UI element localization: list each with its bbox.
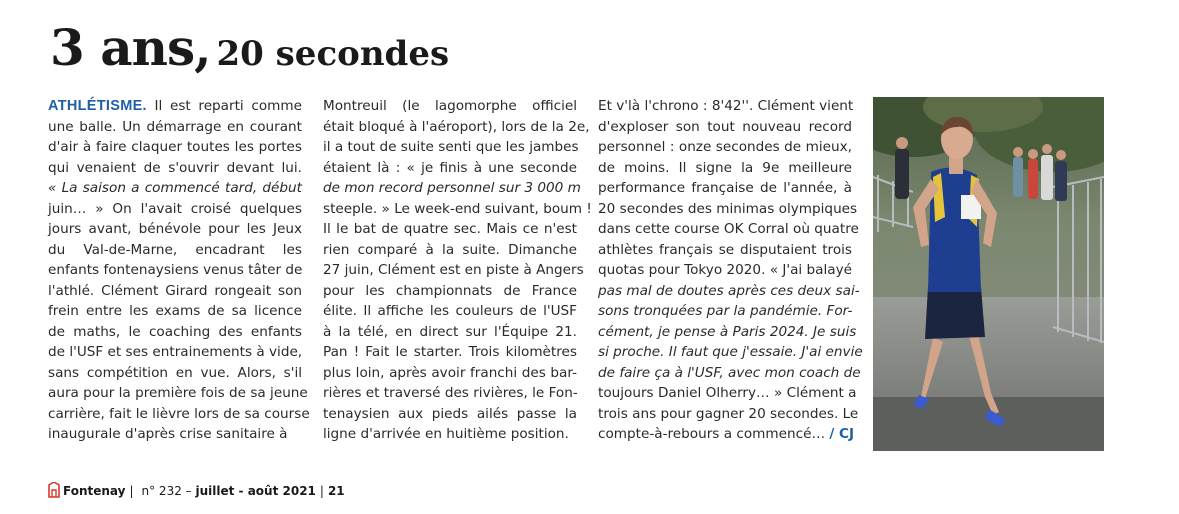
text-line: cément, je pense à Paris 2024. Je suis (598, 323, 857, 340)
magazine-name: Fontenay (63, 484, 126, 498)
text-line-body: compte-à-rebours a commencé… (598, 426, 830, 442)
text-line: Il le bat de quatre sec. Mais ce n'est (323, 221, 577, 237)
column-2 (323, 96, 592, 445)
text-line (48, 96, 302, 117)
text-line: jours avant, bénévole pour les Jeux (48, 221, 302, 237)
text-line: sons tronquées par la pandémie. For- (598, 303, 853, 319)
text-line: « La saison a commencé tard, début (48, 180, 302, 196)
text-line: rien comparé à la suite. Dimanche (323, 241, 577, 258)
footer-separator: | (319, 484, 324, 498)
text-line: carrière, fait le lièvre lors de sa course (48, 405, 310, 422)
text-line: l'athlé. Clément Girard rongeait son (48, 282, 302, 299)
text-line: sans compétition en vue. Alors, s'il (48, 364, 302, 381)
text-line: de maths, le coaching des enfants (48, 323, 302, 340)
text-line: de faire ça à l'USF, avec mon coach de (598, 364, 861, 381)
text-line: si proche. Il faut que j'essaie. J'ai envie (598, 344, 863, 360)
text-line: trois ans pour gagner 20 secondes. Le (598, 405, 859, 422)
text-line: inaugurale d'après crise sanitaire à (48, 426, 288, 442)
text-line: enfants fontenaysiens venus tâter de (48, 262, 303, 278)
text-line: pas mal de doutes après ces deux sai- (598, 282, 860, 299)
text-line: Pan ! Fait le starter. Trois kilomètres (323, 344, 577, 360)
issue-date: juillet - août 2021 (195, 484, 316, 498)
text-line: pour les championnats de France (323, 282, 577, 299)
text-line: ligne d'arrivée en huitième position. (323, 426, 569, 442)
text-line: 20 secondes des minimas olympiques (598, 200, 858, 217)
text-line: élite. Il affiche les couleurs de l'USF (323, 303, 577, 319)
footer-separator: | (129, 484, 134, 498)
text-line: Montreuil (le lagomorphe officiel (323, 98, 577, 114)
text-line: qui venaient de s'ouvrir devant lui. (48, 159, 302, 176)
text-line: à la télé, en direct sur l'Équipe 21. (323, 323, 577, 340)
text-line: quotas pour Tokyo 2020. « J'ai balayé (598, 262, 852, 278)
text-line: toujours Daniel Olherry… » Clément a (598, 385, 857, 401)
text-line: personnel : onze secondes de mieux, (598, 139, 852, 155)
text-line: de l'USF et ses entrainements à vide, (48, 344, 303, 360)
text-line: était bloqué à l'aéroport), lors de la 2e, (323, 118, 590, 135)
title-sub: 20 secondes (216, 34, 450, 74)
text-line: plus loin, après avoir franchi des bar- (323, 364, 577, 381)
text-line: frein entre les exams de sa licence (48, 303, 302, 319)
text-line: d'air à faire claquer toutes les portes (48, 139, 302, 155)
text-line: rières et traversé des rivières, le Fon- (323, 385, 578, 401)
fontenay-logo-icon (48, 482, 60, 501)
text-line: du Val-de-Marne, encadrant les (48, 241, 302, 258)
page-number: 21 (327, 484, 345, 498)
text-line (598, 424, 855, 445)
text-line: juin… » On l'avait croisé quelques (48, 200, 302, 217)
text-line: de moins. Il signe la 9e meilleure (598, 159, 852, 176)
issue-number: n° 232 – (141, 484, 192, 498)
text-line: étaient là : « je finis à une seconde (323, 159, 577, 176)
column-1 (48, 96, 310, 445)
text-line: aura pour la première fois de sa jeune (48, 385, 308, 401)
text-line: d'exploser son tout nouveau record (598, 118, 852, 135)
text-line: dans cette course OK Corral où quatre (598, 221, 859, 237)
text-line: tenaysien aux pieds ailés passe la (323, 405, 577, 422)
text-line: athlètes français se disputaient trois (598, 241, 852, 258)
author-signature: / CJ (829, 426, 855, 442)
column-3 (598, 96, 863, 445)
runner-photo-image (873, 97, 1104, 451)
text-line: une balle. Un démarrage en courant (48, 118, 302, 135)
title-main: 3 ans, (50, 18, 211, 77)
runner-photo (873, 97, 1104, 451)
section-kicker: ATHLÉTISME. (48, 98, 147, 114)
text-line: de mon record personnel sur 3 000 m (323, 180, 581, 196)
page-footer (48, 482, 345, 501)
text-line: steeple. » Le week-end suivant, boum ! (323, 200, 592, 217)
text-line-tail: Il est reparti comme (146, 98, 302, 114)
text-line: 27 juin, Clément est en piste à Angers (323, 262, 584, 278)
article-title (50, 18, 449, 77)
text-line: performance française de l'année, à (598, 180, 852, 196)
text-line: il a tout de suite senti que les jambes (323, 139, 579, 155)
text-line: Et v'là l'chrono : 8'42''. Clément vient (598, 98, 854, 114)
